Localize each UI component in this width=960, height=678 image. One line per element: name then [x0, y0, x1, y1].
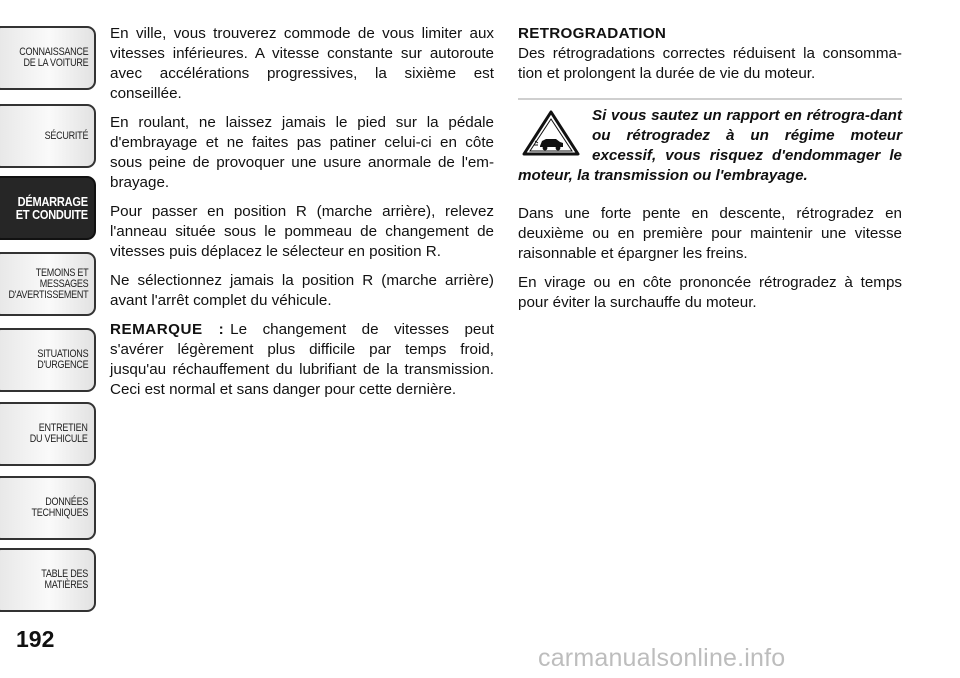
note-text: Le changement de vitesses peut s'avérer légèrement plus difficile par temps froid, jusqu'au réchauffement du lubrifiant de la transmission. Ceci est normal et sans danger pour cette dernière.	[110, 321, 494, 398]
tab-connaissance-de-la-voiture[interactable]	[0, 26, 96, 90]
tab-situations-d-urgence[interactable]	[0, 328, 96, 392]
tab-table-des-matieres[interactable]	[0, 548, 96, 612]
tab-securite[interactable]	[0, 104, 96, 168]
tab-temoins-et-messages[interactable]	[0, 252, 96, 316]
tab-label: ENTRETIEN DU VEHICULE	[30, 422, 88, 445]
paragraph: En ville, vous trouverez commode de vous limiter aux vitesses inférieures. A vitesse constante sur autoroute avec accélérations progressives, la sixième est conseillée.	[110, 25, 494, 102]
tab-label: DONNÉES TECHNIQUES	[31, 496, 88, 519]
warning-text: Si vous sautez un rapport en rétrogra-dant ou rétrogradez à un régime moteur excessif, vous risquez d'endommager le moteur, la transmission ou l'embrayage.	[518, 107, 902, 184]
paragraph: En roulant, ne laissez jamais le pied sur la pédale d'embrayage et ne faites pas patiner celui-ci en côte sous peine de provoquer une usure anormale de l'em-brayage.	[110, 114, 494, 191]
tab-demarrage-et-conduite[interactable]	[0, 176, 96, 240]
paragraph: Dans une forte pente en descente, rétrogradez en deuxième ou en première pour maintenir une vitesse raisonnable et épargner les freins.	[518, 205, 902, 262]
chapter-tabs	[0, 0, 104, 678]
right-column	[518, 24, 902, 322]
tab-label: SÉCURITÉ	[44, 129, 88, 142]
left-column	[110, 24, 494, 409]
note-paragraph	[110, 320, 494, 400]
warning-triangle-car-icon	[522, 110, 580, 156]
tab-label: DÉMARRAGE ET CONDUITE	[15, 194, 88, 222]
paragraph: Des rétrogradations correctes réduisent la consomma-tion et prolongent la durée de vie du moteur.	[518, 45, 902, 82]
tab-label: TEMOINS ET MESSAGES D'AVERTISSEMENT	[8, 266, 88, 301]
tab-label: CONNAISSANCE DE LA VOITURE	[18, 46, 88, 69]
paragraph: En virage ou en côte prononcée rétrogradez à temps pour éviter la surchauffe du moteur.	[518, 274, 902, 311]
warning-box	[518, 98, 902, 186]
tab-entretien-du-vehicule[interactable]	[0, 402, 96, 466]
paragraph: Ne sélectionnez jamais la position R (marche arrière) avant l'arrêt complet du véhicule.	[110, 272, 494, 309]
tab-donnees-techniques[interactable]	[0, 476, 96, 540]
watermark: carmanualsonline.info	[538, 644, 786, 672]
tab-label: SITUATIONS D'URGENCE	[36, 348, 88, 371]
note-label: REMARQUE :	[110, 321, 225, 338]
page-number: 192	[16, 626, 55, 652]
tab-label: TABLE DES MATIÈRES	[41, 568, 88, 591]
section-heading: RETROGRADATION	[518, 25, 667, 42]
paragraph: Pour passer en position R (marche arrière), relevez l'anneau située sous le pommeau de changement de vitesses puis déplacez le sélecteur en position R.	[110, 203, 494, 260]
